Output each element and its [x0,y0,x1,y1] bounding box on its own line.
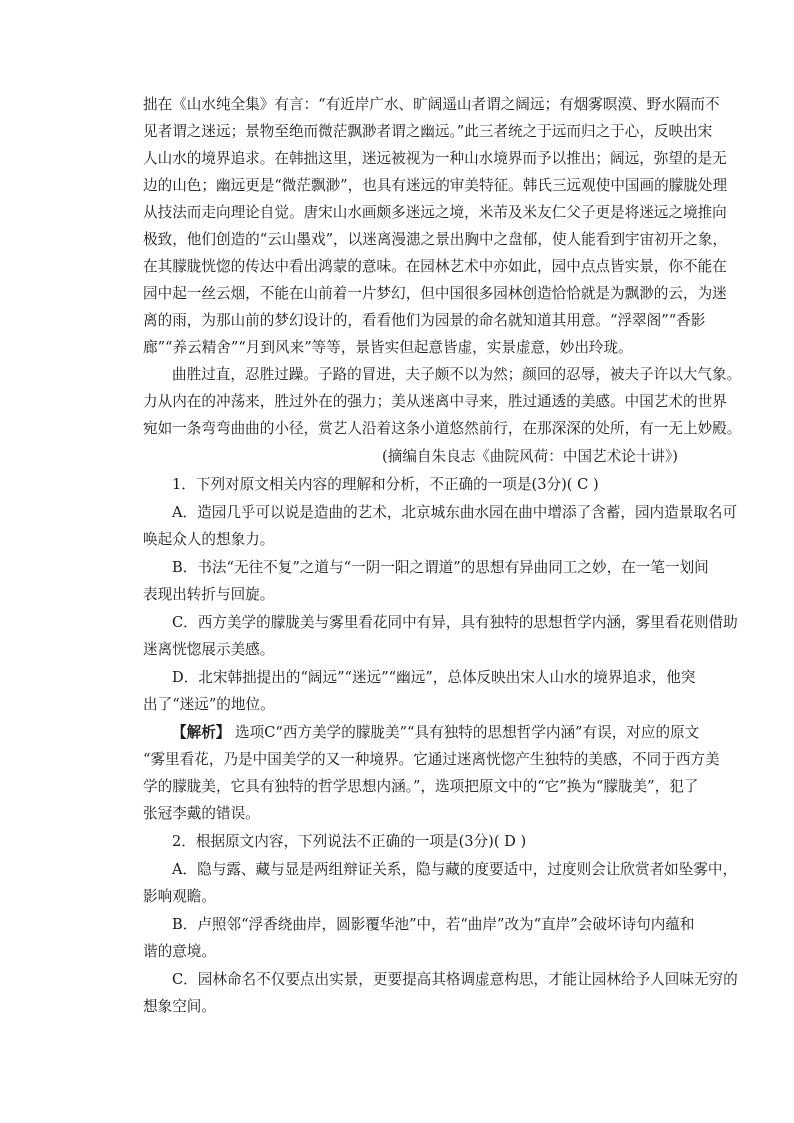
passage-line: 曲胜过直，忍胜过躁。子路的冒进，夫子颇不以为然；颜回的忍辱，被夫子许以大气象。 [172,366,742,383]
passage-line: 见者谓之迷远；景物至绝而微茫飘渺者谓之幽远。”此三者统之于远而归之于心，反映出宋 [143,123,713,140]
q2-option-a: A．隐与露、藏与显是两组辩证关系，隐与藏的度要适中，过度则会让欣赏者如坠雾中， [172,861,738,878]
analysis-line: 学的朦胧美，它具有独特的哲学思想内涵。”，选项把原文中的“它”换为“朦胧美”，犯了 [143,778,699,795]
question-2-stem: 2．根据原文内容，下列说法不正确的一项是(3分)( D ) [172,833,527,850]
passage-line: 离的雨，为那山前的梦幻设计的，看看他们为园景的命名就知道其用意。“浮翠阁”“香影 [143,312,706,329]
analysis-text: 选项C“西方美学的朦胧美”“具有独特的思想哲学内涵”有误，对应的原文 [230,724,700,741]
passage-line: 从技法而走向理论自觉。唐宋山水画颇多迷远之境，米芾及米友仁父子更是将迷远之境推向 [143,204,727,221]
passage-line: 园中起一丝云烟，不能在山前着一片梦幻，但中国很多园林创造恰恰就是为飘渺的云，为迷 [143,285,727,302]
q1-option-c: C．西方美学的朦胧美与雾里看花同中有异，具有独特的思想哲学内涵，雾里看花则借助 [172,614,738,631]
q1-option-d-cont: 出了“迷远”的地位。 [143,696,275,713]
q1-option-a-cont: 唤起众人的想象力。 [143,531,275,548]
passage-line: 极致，他们创造的“云山墨戏”，以迷离漫漶之景出胸中之盘郁，使人能看到宇宙初开之象， [143,231,728,248]
question-1-stem: 1．下列对原文相关内容的理解和分析，不正确的一项是(3分)( C ) [172,476,599,493]
q2-option-b: B．卢照邻“浮香绕曲岸，圆影覆华池”中，若“曲岸”改为“直岸”会破坏诗句内蕴和 [172,916,695,933]
q1-option-a: A．造园几乎可以说是造曲的艺术，北京城东曲水园在曲中增添了含蓄，园内造景取名可 [172,504,738,521]
q1-option-b: B．书法“无往不复”之道与“一阴一阳之谓道”的思想有异曲同工之妙，在一笔一划间 [172,559,709,576]
passage-source: (摘编自朱良志《曲院风荷：中国艺术论十讲》) [382,448,678,465]
q2-option-c: C．园林命名不仅要点出实景，更要提高其格调虚意构思，才能让园林给予人回味无穷的 [172,971,738,988]
passage-line: 拙在《山水纯全集》有言：“有近岸广水、旷阔遥山者谓之阔远；有烟雾暝漠、野水隔而不 [143,96,720,113]
q1-option-c-cont: 迷离恍惚展示美感。 [143,641,275,658]
analysis-tag: 【解析】 [172,724,231,741]
q2-option-b-cont: 谐的意境。 [143,943,216,960]
passage-line: 宛如一条弯弯曲曲的小径，赏艺人沿着这条小道悠然前行，在那深深的处所，有一无上妙殿。 [143,420,742,437]
passage-line: 廊”“养云精舍”“月到风来”等等，景皆实但起意皆虚，实景虚意，妙出玲珑。 [143,339,633,356]
passage-line: 力从内在的冲荡来，胜过外在的强力；美从迷离中寻来，胜过通透的美感。中国艺术的世界 [143,393,727,410]
analysis-line: “雾里看花，乃是中国美学的又一种境界。它通过迷离恍惚产生独特的美感，不同于西方美 [143,751,720,768]
analysis-line: 张冠李戴的错误。 [143,805,260,822]
passage-line: 在其朦胧恍惚的传达中看出鸿蒙的意味。在园林艺术中亦如此，园中点点皆实景，你不能在 [143,258,727,275]
passage-line: 边的山色；幽远更是“微茫飘渺”，也具有迷远的审美特征。韩氏三远观使中国画的朦胧处理 [143,177,728,194]
analysis-line [172,723,712,743]
q2-option-c-cont: 想象空间。 [143,998,216,1015]
q2-option-a-cont: 影响观瞻。 [143,888,216,905]
q1-option-d: D．北宋韩拙提出的“阔远”“迷远”“幽远”，总体反映出宋人山水的境界追求，他突 [172,669,696,686]
q1-option-b-cont: 表现出转折与回旋。 [143,586,275,603]
passage-line: 人山水的境界追求。在韩拙这里，迷远被视为一种山水境界而予以推出；阔远，弥望的是无 [143,150,727,167]
